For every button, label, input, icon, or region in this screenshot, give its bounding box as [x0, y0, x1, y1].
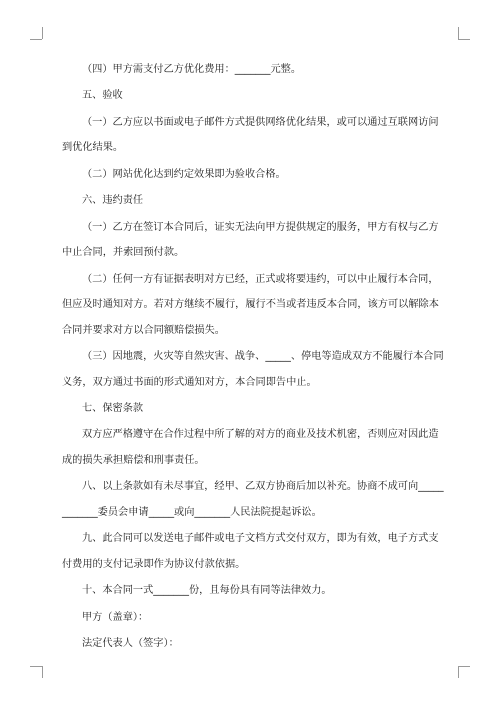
- clause-10: [62, 585, 446, 597]
- section-heading: 六、违约责任: [82, 195, 144, 207]
- legal-representative: [62, 638, 446, 650]
- section-heading: 七、保密条款: [82, 403, 144, 415]
- clause-6-2: [62, 274, 446, 337]
- clause-7: [62, 429, 446, 467]
- section-heading: 五、验收: [82, 90, 123, 102]
- crop-mark-top-right-h: [458, 39, 470, 40]
- party-a-seal: [62, 612, 446, 624]
- text-line: （一）乙方在签订本合同后，证实无法向甲方提供规定的服务，甲方有权与乙方: [82, 221, 439, 233]
- crop-mark-bottom-left-h: [30, 666, 42, 667]
- text-line: 十、本合同一式_______份，且每份具有同等法律效力。: [82, 585, 332, 597]
- text-line: _______委员会申请_____或向_______人民法院提起诉讼。: [62, 507, 322, 519]
- crop-mark-bottom-left-v: [42, 666, 43, 678]
- clause-6-3: [62, 351, 446, 389]
- text-line: （一）乙方应以书面或电子邮件方式提供网络优化结果，或可以通过互联网访问: [82, 116, 439, 128]
- clause-4-4: [62, 64, 446, 76]
- crop-mark-bottom-right-h: [458, 666, 470, 667]
- text-line: 成的损失承担赔偿和刑事责任。: [62, 455, 205, 467]
- section-heading-liability: [62, 195, 446, 207]
- text-line: 付费用的支付记录即作为协议付款依据。: [62, 559, 246, 571]
- text-line: （四）甲方需支付乙方优化费用：_______元整。: [82, 64, 302, 75]
- crop-mark-bottom-right-v: [458, 666, 459, 678]
- text-line: （三）因地震，火灾等自然灾害、战争、_____、停电等造成双方不能履行本合同: [82, 351, 444, 363]
- text-line: 到优化结果。: [62, 142, 124, 154]
- text-line: 但应及时通知对方。若对方继续不履行，履行不当或者违反本合同，该方可以解除本: [62, 299, 439, 311]
- text-line: （二）网站优化达到约定效果即为验收合格。: [82, 168, 286, 180]
- clause-5-1: [62, 117, 446, 155]
- clause-8: [62, 481, 446, 519]
- crop-mark-top-left-h: [30, 39, 42, 40]
- crop-mark-top-right-v: [458, 27, 459, 39]
- text-line: 双方应严格遵守在合作过程中所了解的对方的商业及技术机密，否则应对因此造: [82, 429, 439, 441]
- section-heading-confidentiality: [62, 403, 446, 415]
- text-line: 中止合同，并索回预付款。: [62, 247, 185, 259]
- clause-5-2: [62, 169, 446, 181]
- crop-mark-top-left-v: [42, 27, 43, 39]
- document-body: [62, 64, 446, 665]
- text-line: 八、以上条款如有未尽事宜，经甲、乙双方协商后加以补充。协商不成可向_____: [82, 481, 444, 493]
- signature-label: 法定代表人（签字）：: [82, 638, 179, 650]
- text-line: 义务，双方通过书面的形式通知对方，本合同即告中止。: [62, 376, 317, 388]
- signature-label: 甲方（盖章）：: [82, 611, 149, 623]
- text-line: 九、此合同可以发送电子邮件或电子文档方式交付双方，即为有效，电子方式支: [82, 533, 439, 545]
- text-line: 合同并要求对方以合同额赔偿损失。: [62, 324, 225, 336]
- section-heading-acceptance: [62, 90, 446, 102]
- text-line: （二）任何一方有证据表明对方已经，正式或将要违约，可以中止履行本合同，: [82, 273, 439, 285]
- clause-6-1: [62, 222, 446, 260]
- clause-9: [62, 533, 446, 571]
